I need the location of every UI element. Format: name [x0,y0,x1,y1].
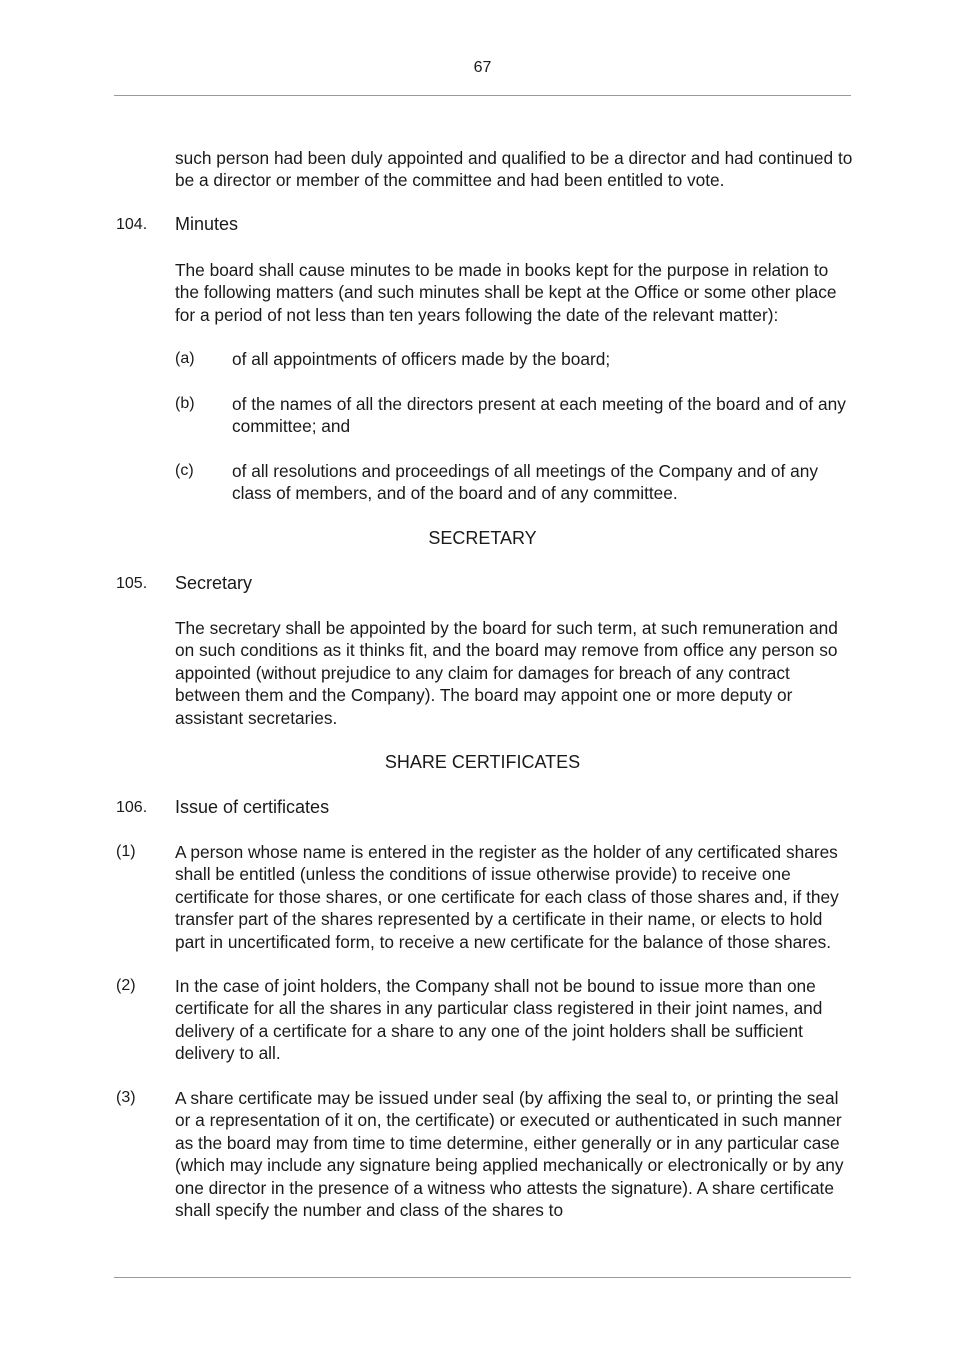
secretary-body: The secretary shall be appointed by the board for such term, at such remuneration and on such conditions as it thinks fit, and the board may remove from office any person so appointed (without prejudice to any claim for damages for breach of any contract between them and the Company). The board may appoint one or more deputy or assistant secretaries. [175,618,838,728]
paragraph-text-1: A person whose name is entered in the register as the holder of any certificated shares shall be entitled (unless the conditions of issue otherwise provide) to receive one certificate for those shares, or one certificate for each class of those shares and, if they transfer part of the shares represented by a certificate in their name, or elects to hold part in uncertificated form, to receive a new certificate for the balance of those shares. [175,842,839,952]
footer-rule [114,1277,851,1278]
page-number: 67 [473,59,492,76]
share-certificates-heading: SHARE CERTIFICATES [384,752,581,772]
item-text-b: of the names of all the directors present at each meeting of the board and of any committee; and [232,394,846,437]
header-rule [114,95,851,96]
section-title-minutes: Minutes [175,214,239,234]
item-label-a: (a) [175,350,195,367]
section-title-secretary: Secretary [175,573,253,593]
item-label-b: (b) [175,395,195,412]
minutes-body: The board shall cause minutes to be made in books kept for the purpose in relation to the following matters (and such minutes shall be kept at the Office or some other place for a period of not less than ten years following the date of the relevant matter): [175,260,837,325]
paragraph-label-2: (2) [116,977,136,994]
section-number-106: 106. [116,799,148,816]
item-label-c: (c) [175,462,194,479]
paragraph-label-3: (3) [116,1089,136,1106]
paragraph-text-2: In the case of joint holders, the Company shall not be bound to issue more than one certificate for all the shares in any particular class registered in their joint names, and delivery of a certificate for a share to any one of the joint holders shall be sufficient delivery to all. [175,976,823,1064]
paragraph-label-1: (1) [116,843,136,860]
paragraph-text-3: A share certificate may be issued under seal (by affixing the seal to, or printing the seal or a representation of it on, the certificate) or executed or authenticated in such manner as the board may from time to time determine, either generally or in any particular case (which may include any signature being applied mechanically or electronically or by any one director in the presence of a witness who attests the signature). A share certificate shall specify the number and class of the shares to [175,1088,844,1221]
secretary-heading: SECRETARY [428,528,537,548]
item-text-a: of all appointments of officers made by the board; [232,349,611,369]
section-number-105: 105. [116,575,148,592]
section-number-104: 104. [116,216,148,233]
intro-paragraph: such person had been duly appointed and qualified to be a director and had continued to be a director or member of the committee and had been entitled to vote. [175,148,853,191]
section-title-issue-of-certificates: Issue of certificates [175,797,330,817]
item-text-c: of all resolutions and proceedings of all meetings of the Company and of any class of members, and of the board and of any committee. [232,461,819,504]
